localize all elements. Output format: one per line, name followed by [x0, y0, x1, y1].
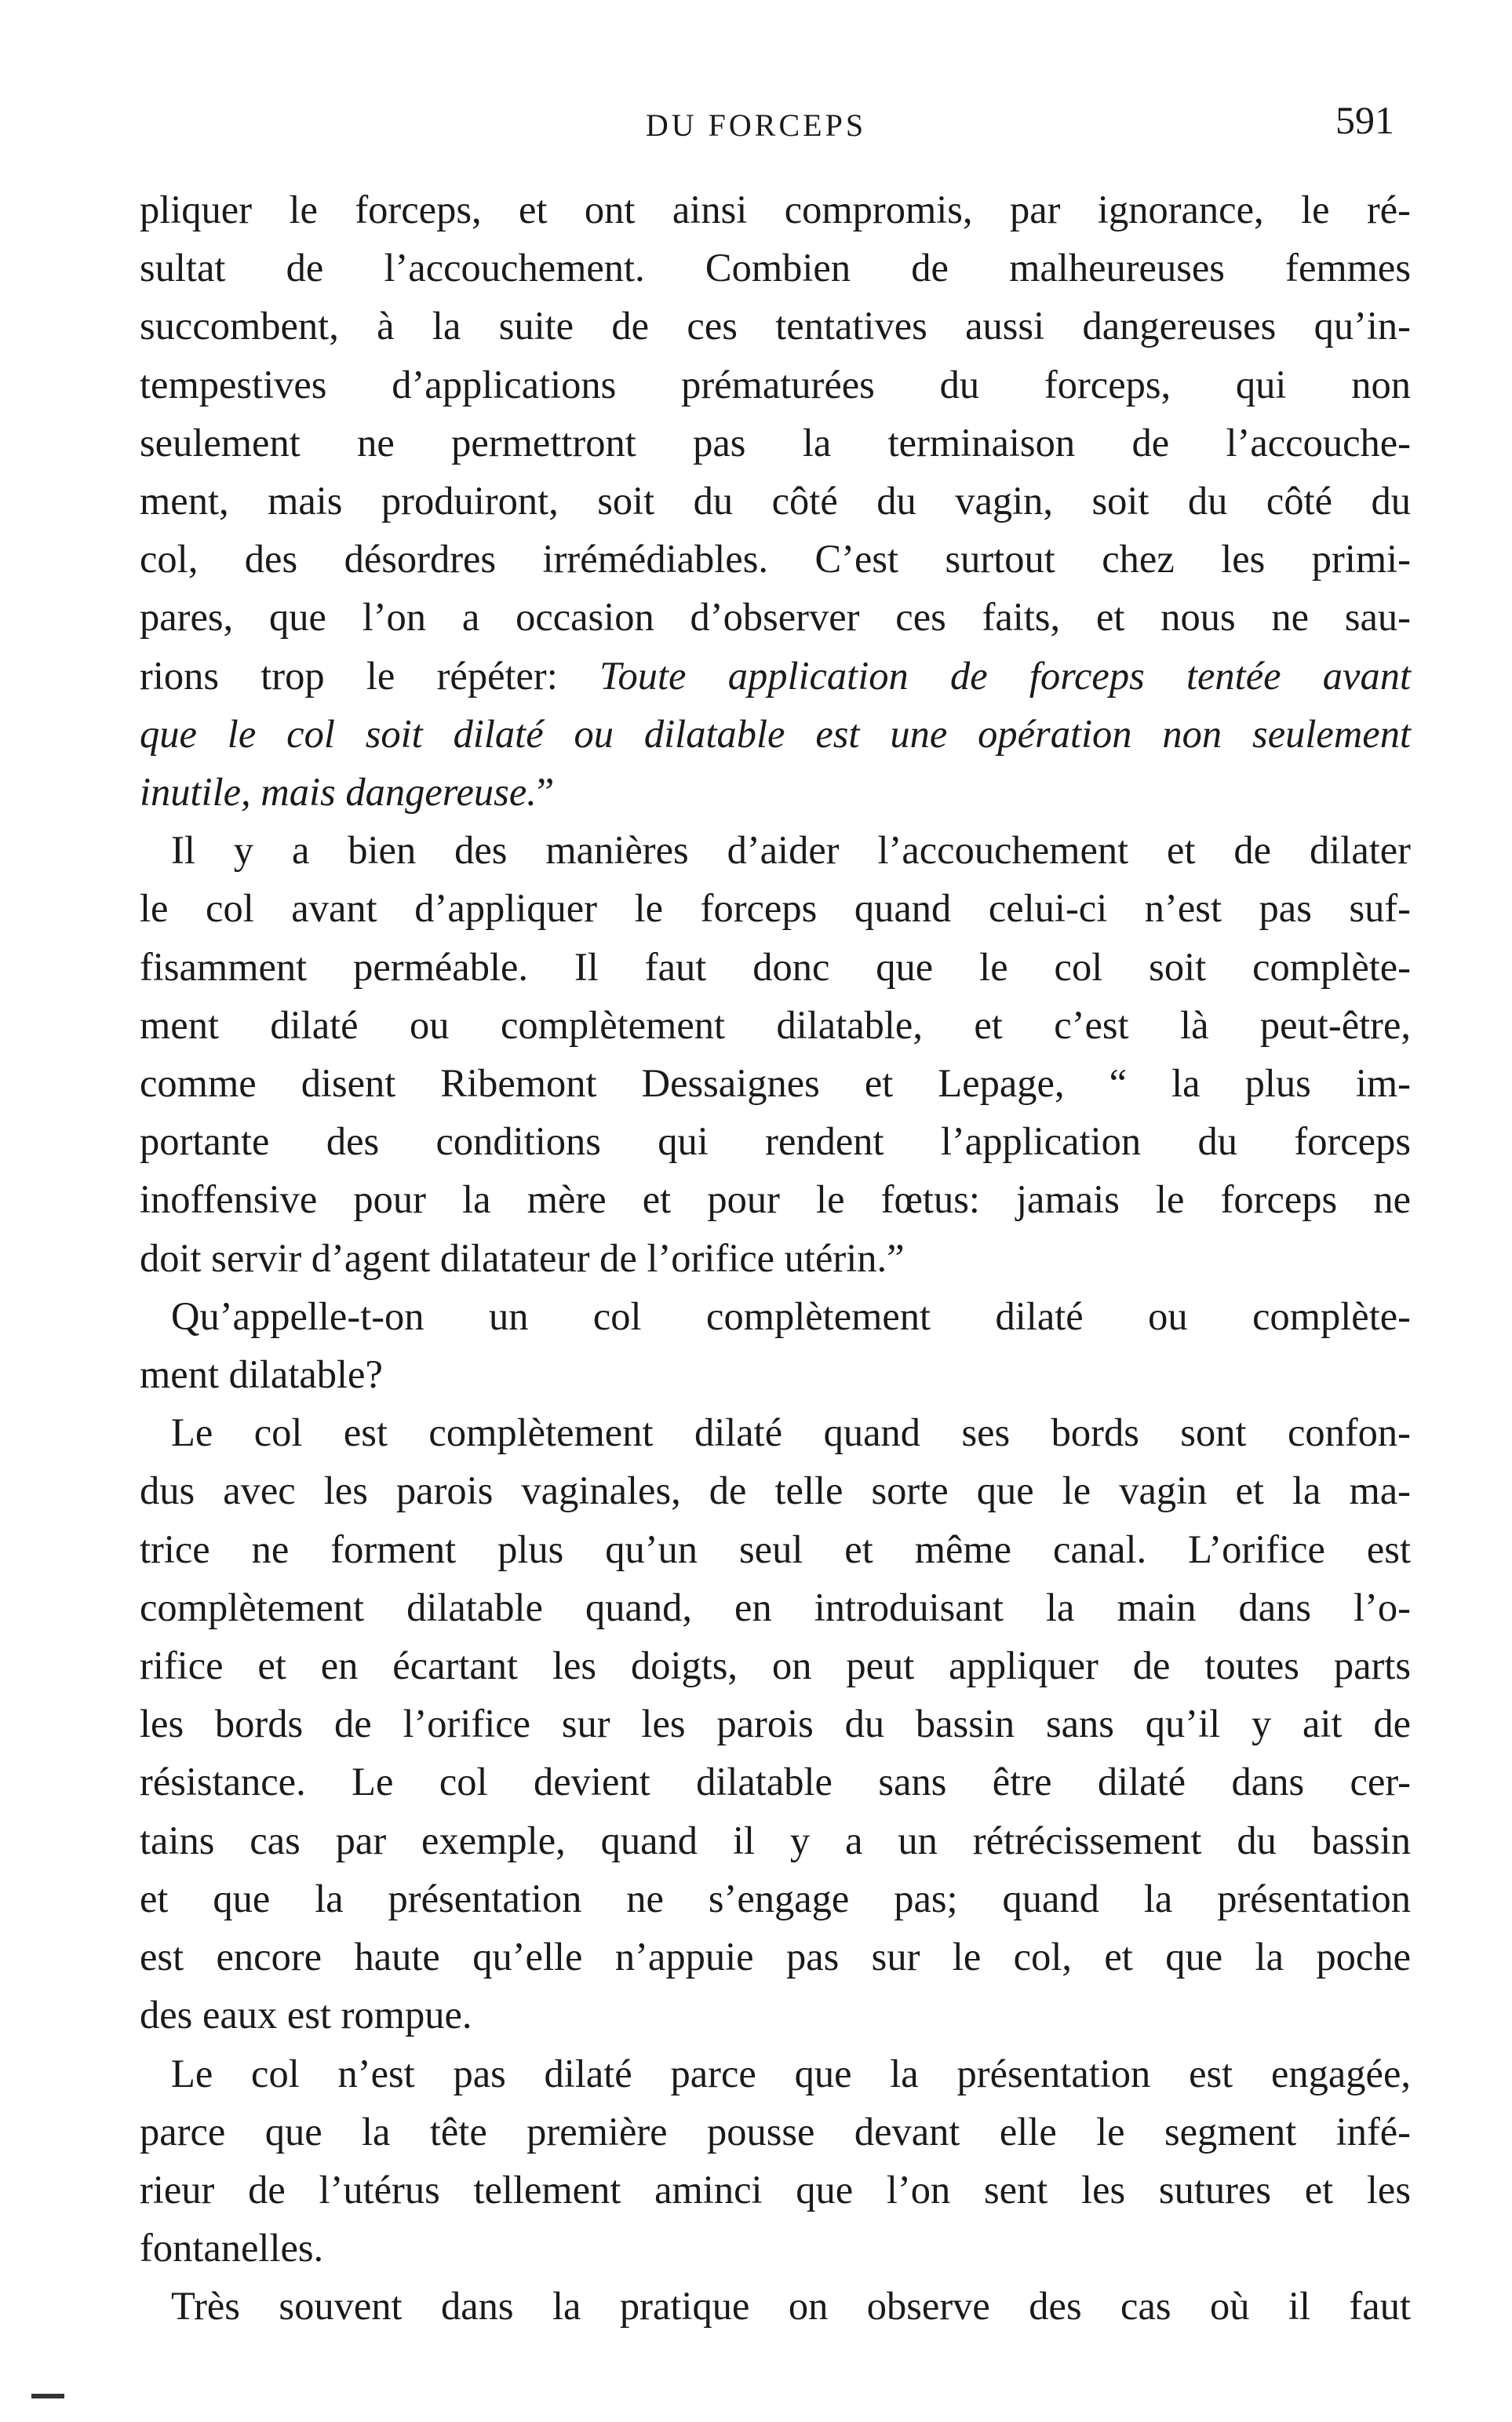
text-line: pliquer le forceps, et ont ainsi compromis, par ignorance, le ré-	[140, 188, 1411, 232]
text-line: fontanelles.	[140, 2226, 324, 2271]
text-line: ment dilaté ou complètement dilatable, et c’est là peut-être,	[140, 1002, 1411, 1047]
text-line: succombent, à la suite de ces tentatives aussi dangereuses qu’in-	[140, 304, 1411, 348]
text-line: tains cas par exemple, quand il y a un rétrécissement du bassin	[140, 1818, 1411, 1862]
text-line: le col avant d’appliquer le forceps quand celui-ci n’est pas suf-	[140, 886, 1411, 931]
page-edge-mark	[31, 2394, 64, 2398]
text-line: fisamment perméable. Il faut donc que le col soit complète-	[140, 944, 1411, 989]
text-line: et que la présentation ne s’engage pas; quand la présentation	[140, 1876, 1411, 1920]
text-line: les bords de l’orifice sur les parois du bassin sans qu’il y ait de	[140, 1702, 1411, 1746]
text-line: inoffensive pour la mère et pour le fœtus: jamais le forceps ne	[140, 1177, 1411, 1222]
body-text	[140, 181, 1411, 2336]
running-title: DU FORCEPS	[645, 108, 867, 143]
text-line: Le col n’est pas dilaté parce que la présentation est engagée,	[171, 2051, 1411, 2096]
text-line: Le col est complètement dilaté quand ses bords sont confon-	[171, 1410, 1411, 1455]
text-line: seulement ne permettront pas la terminaison de l’accouche-	[140, 420, 1411, 465]
text-line: ment dilatable?	[140, 1352, 383, 1397]
text-line: Il y a bien des manières d’aider l’accouchement et de dilater	[171, 828, 1411, 873]
text-line: Qu’appelle-t-on un col complètement dilaté ou complète-	[171, 1293, 1411, 1338]
italic-quote: inutile, mais dangereuse.	[140, 770, 537, 815]
text-line: sultat de l’accouchement. Combien de malheureuses femmes	[140, 246, 1411, 290]
text-line: comme disent Ribemont Dessaignes et Lepage, “ la plus im-	[140, 1061, 1411, 1106]
text-line: parce que la tête première pousse devant elle le segment infé-	[140, 2109, 1411, 2154]
text-line: dus avec les parois vaginales, de telle sorte que le vagin et la ma-	[140, 1468, 1411, 1513]
text-line: trice ne forment plus qu’un seul et même canal. L’orifice est	[140, 1527, 1411, 1571]
text-line: rieur de l’utérus tellement aminci que l’on sent les sutures et les	[140, 2167, 1411, 2212]
running-head	[0, 93, 1512, 155]
text-line: doit servir d’agent dilatateur de l’orifice utérin.”	[140, 1235, 905, 1280]
text-line-italic	[140, 705, 1411, 763]
closing-quote: ”	[536, 770, 555, 815]
text-line: rifice et en écartant les doigts, on peut appliquer de toutes parts	[140, 1643, 1411, 1688]
text-line: Très souvent dans la pratique on observe des cas où il faut	[171, 2284, 1411, 2329]
text-run: rions trop le répéter:	[140, 653, 600, 698]
text-line: résistance. Le col devient dilatable sans être dilaté dans cer-	[140, 1760, 1411, 1804]
text-line: complètement dilatable quand, en introduisant la main dans l’o-	[140, 1585, 1411, 1629]
text-line: portante des conditions qui rendent l’application du forceps	[140, 1119, 1411, 1164]
italic-quote: que le col soit dilaté ou dilatable est une opération non seulement	[140, 711, 1411, 756]
text-line: tempestives d’applications prématurées du forceps, qui non	[140, 362, 1411, 407]
text-line: est encore haute qu’elle n’appuie pas sur le col, et que la poche	[140, 1935, 1411, 1979]
text-line: des eaux est rompue.	[140, 1993, 472, 2037]
italic-quote: Toute application de forceps tentée avant	[599, 653, 1412, 698]
text-line: pares, que l’on a occasion d’observer ces faits, et nous ne sau-	[140, 595, 1411, 640]
page-number: 591	[1335, 98, 1394, 142]
text-line-mixed	[140, 763, 1411, 821]
text-line-mixed	[140, 647, 1411, 705]
text-line: ment, mais produiront, soit du côté du vagin, soit du côté du	[140, 479, 1411, 523]
text-line: col, des désordres irrémédiables. C’est surtout chez les primi-	[140, 537, 1411, 582]
